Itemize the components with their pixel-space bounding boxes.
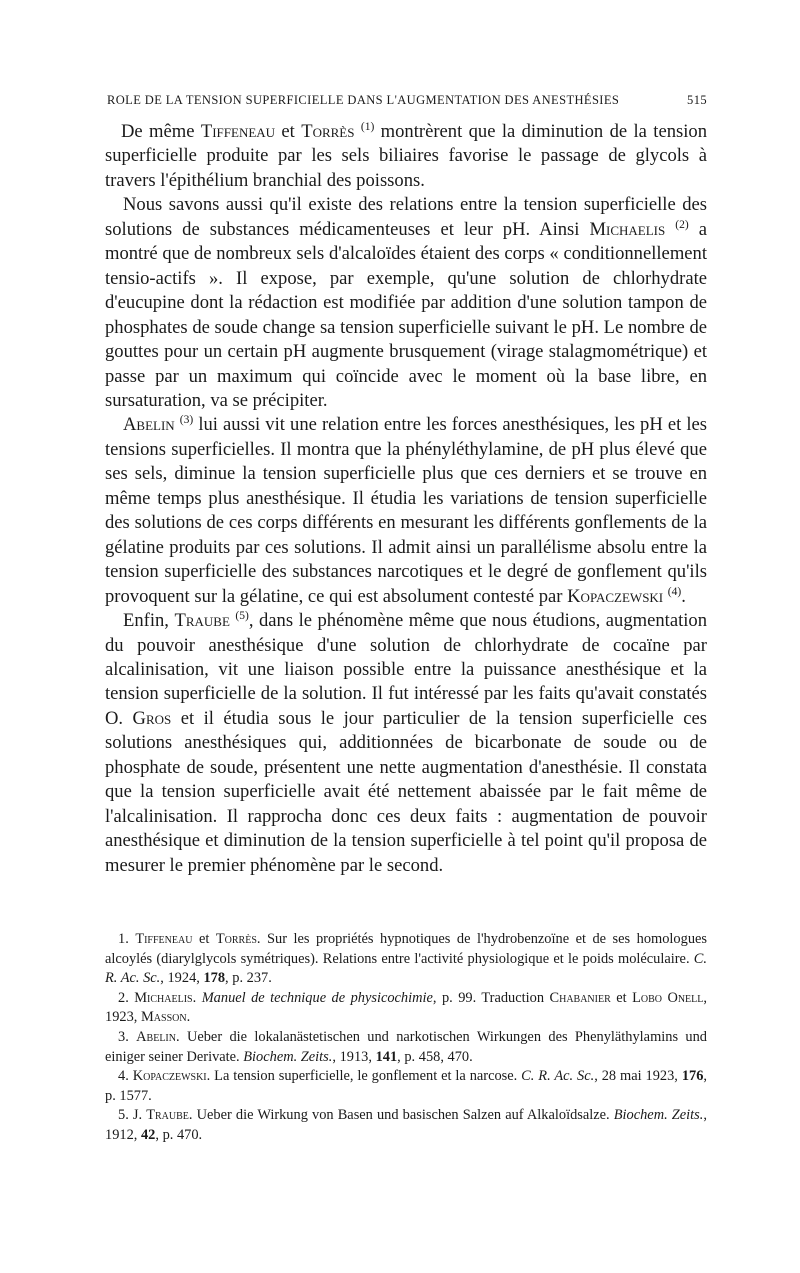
text-run: , p. 99. Traduction bbox=[432, 989, 550, 1006]
author-name: Michaelis bbox=[134, 989, 193, 1006]
page-number: 515 bbox=[687, 93, 707, 107]
text-run: Nous savons aussi qu'il existe des relations entre la tension superficielle des solutions de substances médicamenteuses et leur pH. Ainsi bbox=[105, 194, 707, 240]
footnote-ref: (4) bbox=[667, 585, 682, 598]
text-run: et bbox=[275, 121, 302, 142]
text-run: 176 bbox=[681, 1068, 704, 1085]
text-run: et il étudia sous le jour particulier de la tension superficielle ces solutions anesthésiques qui, additionnées de bicarbonate de soude ou de phosphate de soude, présentent une nette augmentation d'anesthésie. Il constata que la tension superficielle avait été nettement abaissée par le fait même de l'alcalinisation. Il rapprocha donc ces deux faits : augmentation de pouvoir anesthésique et diminution de la tension superficielle à tel point qu'il proposa de mesurer le premier phénomène par le second. bbox=[105, 707, 707, 876]
author-name: Traube bbox=[174, 610, 230, 632]
text-run: 141 bbox=[375, 1048, 398, 1065]
text-run: . bbox=[186, 1009, 191, 1026]
footnote bbox=[105, 989, 707, 1028]
footnote bbox=[105, 1106, 707, 1145]
author-name: Masson bbox=[140, 1009, 187, 1026]
text-run: , p. 470. bbox=[155, 1126, 203, 1143]
text-run: , 1913, bbox=[332, 1048, 376, 1065]
author-name: Gros bbox=[132, 707, 172, 729]
text-run: 2. bbox=[118, 989, 135, 1006]
text-run: 3. bbox=[118, 1028, 137, 1045]
footnote bbox=[105, 930, 707, 989]
running-title: ROLE DE LA TENSION SUPERFICIELLE DANS L'AUGMENTATION DES ANESTHÉSIES bbox=[107, 93, 620, 107]
text-run: , p. 237. bbox=[225, 970, 272, 987]
paragraph bbox=[105, 609, 707, 878]
author-name: Chabanier bbox=[549, 989, 611, 1006]
author-name: Kopaczewski bbox=[132, 1068, 207, 1085]
author-name: Torrès bbox=[215, 931, 257, 947]
text-run: 1. bbox=[118, 931, 136, 947]
text-run: 178 bbox=[203, 970, 226, 987]
text-run: 4. bbox=[118, 1068, 133, 1085]
text-run: , 1923, bbox=[105, 989, 707, 1026]
paragraph bbox=[105, 193, 707, 413]
text-run: . bbox=[681, 585, 686, 607]
author-name: Traube bbox=[146, 1107, 189, 1124]
text-run: , 28 mai 1923, bbox=[594, 1068, 682, 1085]
text-run: et bbox=[610, 989, 633, 1006]
footnote bbox=[105, 1067, 707, 1106]
text-run: montrèrent que la diminution de la tension superficielle produite par les sels biliaires favorise le passage de glycols à travers l'épithélium branchial des poissons. bbox=[105, 121, 707, 191]
footnote-ref: (1) bbox=[360, 120, 375, 133]
text-run: Biochem. Zeits. bbox=[613, 1107, 704, 1124]
text-run: , 1912, bbox=[105, 1107, 707, 1143]
text-run: a montré que de nombreux sels d'alcaloïdes étaient des corps « conditionnellement tensio-actifs ». Il expose, par exemple, qu'une solution de chlorhydrate d'eucupine dont la rédaction est modifiée par addition d'une solution tampon de phosphates de soude change sa tension superficielle suivant le pH. Le nombre de gouttes pour un certain pH augmente brusquement (virage stalagmométrique) et passe par un maximum qui coïncide avec le moment où la base libre, en sursaturation, va se précipiter. bbox=[105, 218, 707, 411]
author-name: Lobo Onell bbox=[632, 989, 704, 1006]
text-run bbox=[665, 219, 675, 240]
text-run: 5. J. bbox=[118, 1107, 147, 1124]
text-run: . Sur les propriétés hypnotiques de l'hydrobenzoïne et de ses homologues alcoylés (diarylglycols symétriques). Relations entre l'activité physiologique et le poids moléculaire. bbox=[105, 931, 708, 967]
text-run: De même bbox=[121, 121, 201, 142]
footnote-ref: (2) bbox=[675, 218, 689, 231]
text-run: . La tension superficielle, le gonflement et la narcose. bbox=[206, 1068, 522, 1085]
text-run: C. R. Ac. Sc. bbox=[105, 950, 707, 987]
footnote bbox=[105, 1028, 707, 1067]
paragraph bbox=[105, 120, 707, 193]
running-head bbox=[107, 93, 707, 108]
author-name: Michaelis bbox=[589, 218, 666, 240]
paragraph bbox=[105, 413, 707, 609]
body-text bbox=[105, 120, 707, 878]
text-run: Enfin, bbox=[123, 610, 175, 632]
text-run: , p. 1577. bbox=[105, 1068, 708, 1104]
footnote-ref: (3) bbox=[179, 414, 194, 427]
text-run: C. R. Ac. Sc. bbox=[521, 1068, 595, 1085]
author-name: Tiffeneau bbox=[200, 121, 276, 142]
text-run: lui aussi vit une relation entre les forces anesthésiques, les pH et les tensions superficielles. Il montra que la phényléthylamine, de pH plus élevé que ses sels, diminue la tension superficielle plus que ces derniers et se trouve en même temps plus anesthésique. Il étudia les variations de tension superficielle des solutions de ces corps différents en mesurant les différents gonflements de la gélatine produits par ces solutions. Il admit ainsi un parallélisme absolu entre la tension superficielle des substances narcotiques et le degré de gonflement qu'ils provoquent sur la gélatine, ce qui est absolument contesté par bbox=[105, 414, 707, 607]
author-name: Tiffeneau bbox=[135, 931, 193, 947]
text-run: , 1924, bbox=[160, 970, 204, 987]
text-run: . Ueber die Wirkung von Basen und basischen Salzen auf Alkaloïdsalze. bbox=[188, 1107, 614, 1124]
author-name: Torrès bbox=[301, 121, 355, 142]
text-run: . Ueber die lokalanästetischen und narkotischen Wirkungen des Phenyläthylamins und einiger seiner Derivate. bbox=[105, 1028, 707, 1065]
author-name: Kopaczewski bbox=[567, 585, 664, 607]
author-name: Abelin bbox=[136, 1028, 176, 1045]
text-run: , p. 458, 470. bbox=[397, 1048, 473, 1065]
footnotes bbox=[105, 930, 707, 1146]
author-name: Abelin bbox=[123, 414, 175, 436]
text-run: et bbox=[192, 931, 216, 947]
text-run: Manuel de technique de physicochimie bbox=[201, 989, 433, 1006]
text-run: . bbox=[192, 989, 202, 1006]
text-run: 42 bbox=[140, 1126, 156, 1143]
text-run: Biochem. Zeits. bbox=[243, 1048, 333, 1065]
text-run: , dans le phénomène même que nous étudions, augmentation du pouvoir anesthésique d'une solution de chlorhydrate de cocaïne par alcalinisation, vit une liaison possible entre la puissance anesthésique et la tension superficielle de la solution. Il fut intéressé par les faits qu'avait constatés O. bbox=[105, 610, 708, 729]
footnote-ref: (5) bbox=[235, 609, 249, 622]
